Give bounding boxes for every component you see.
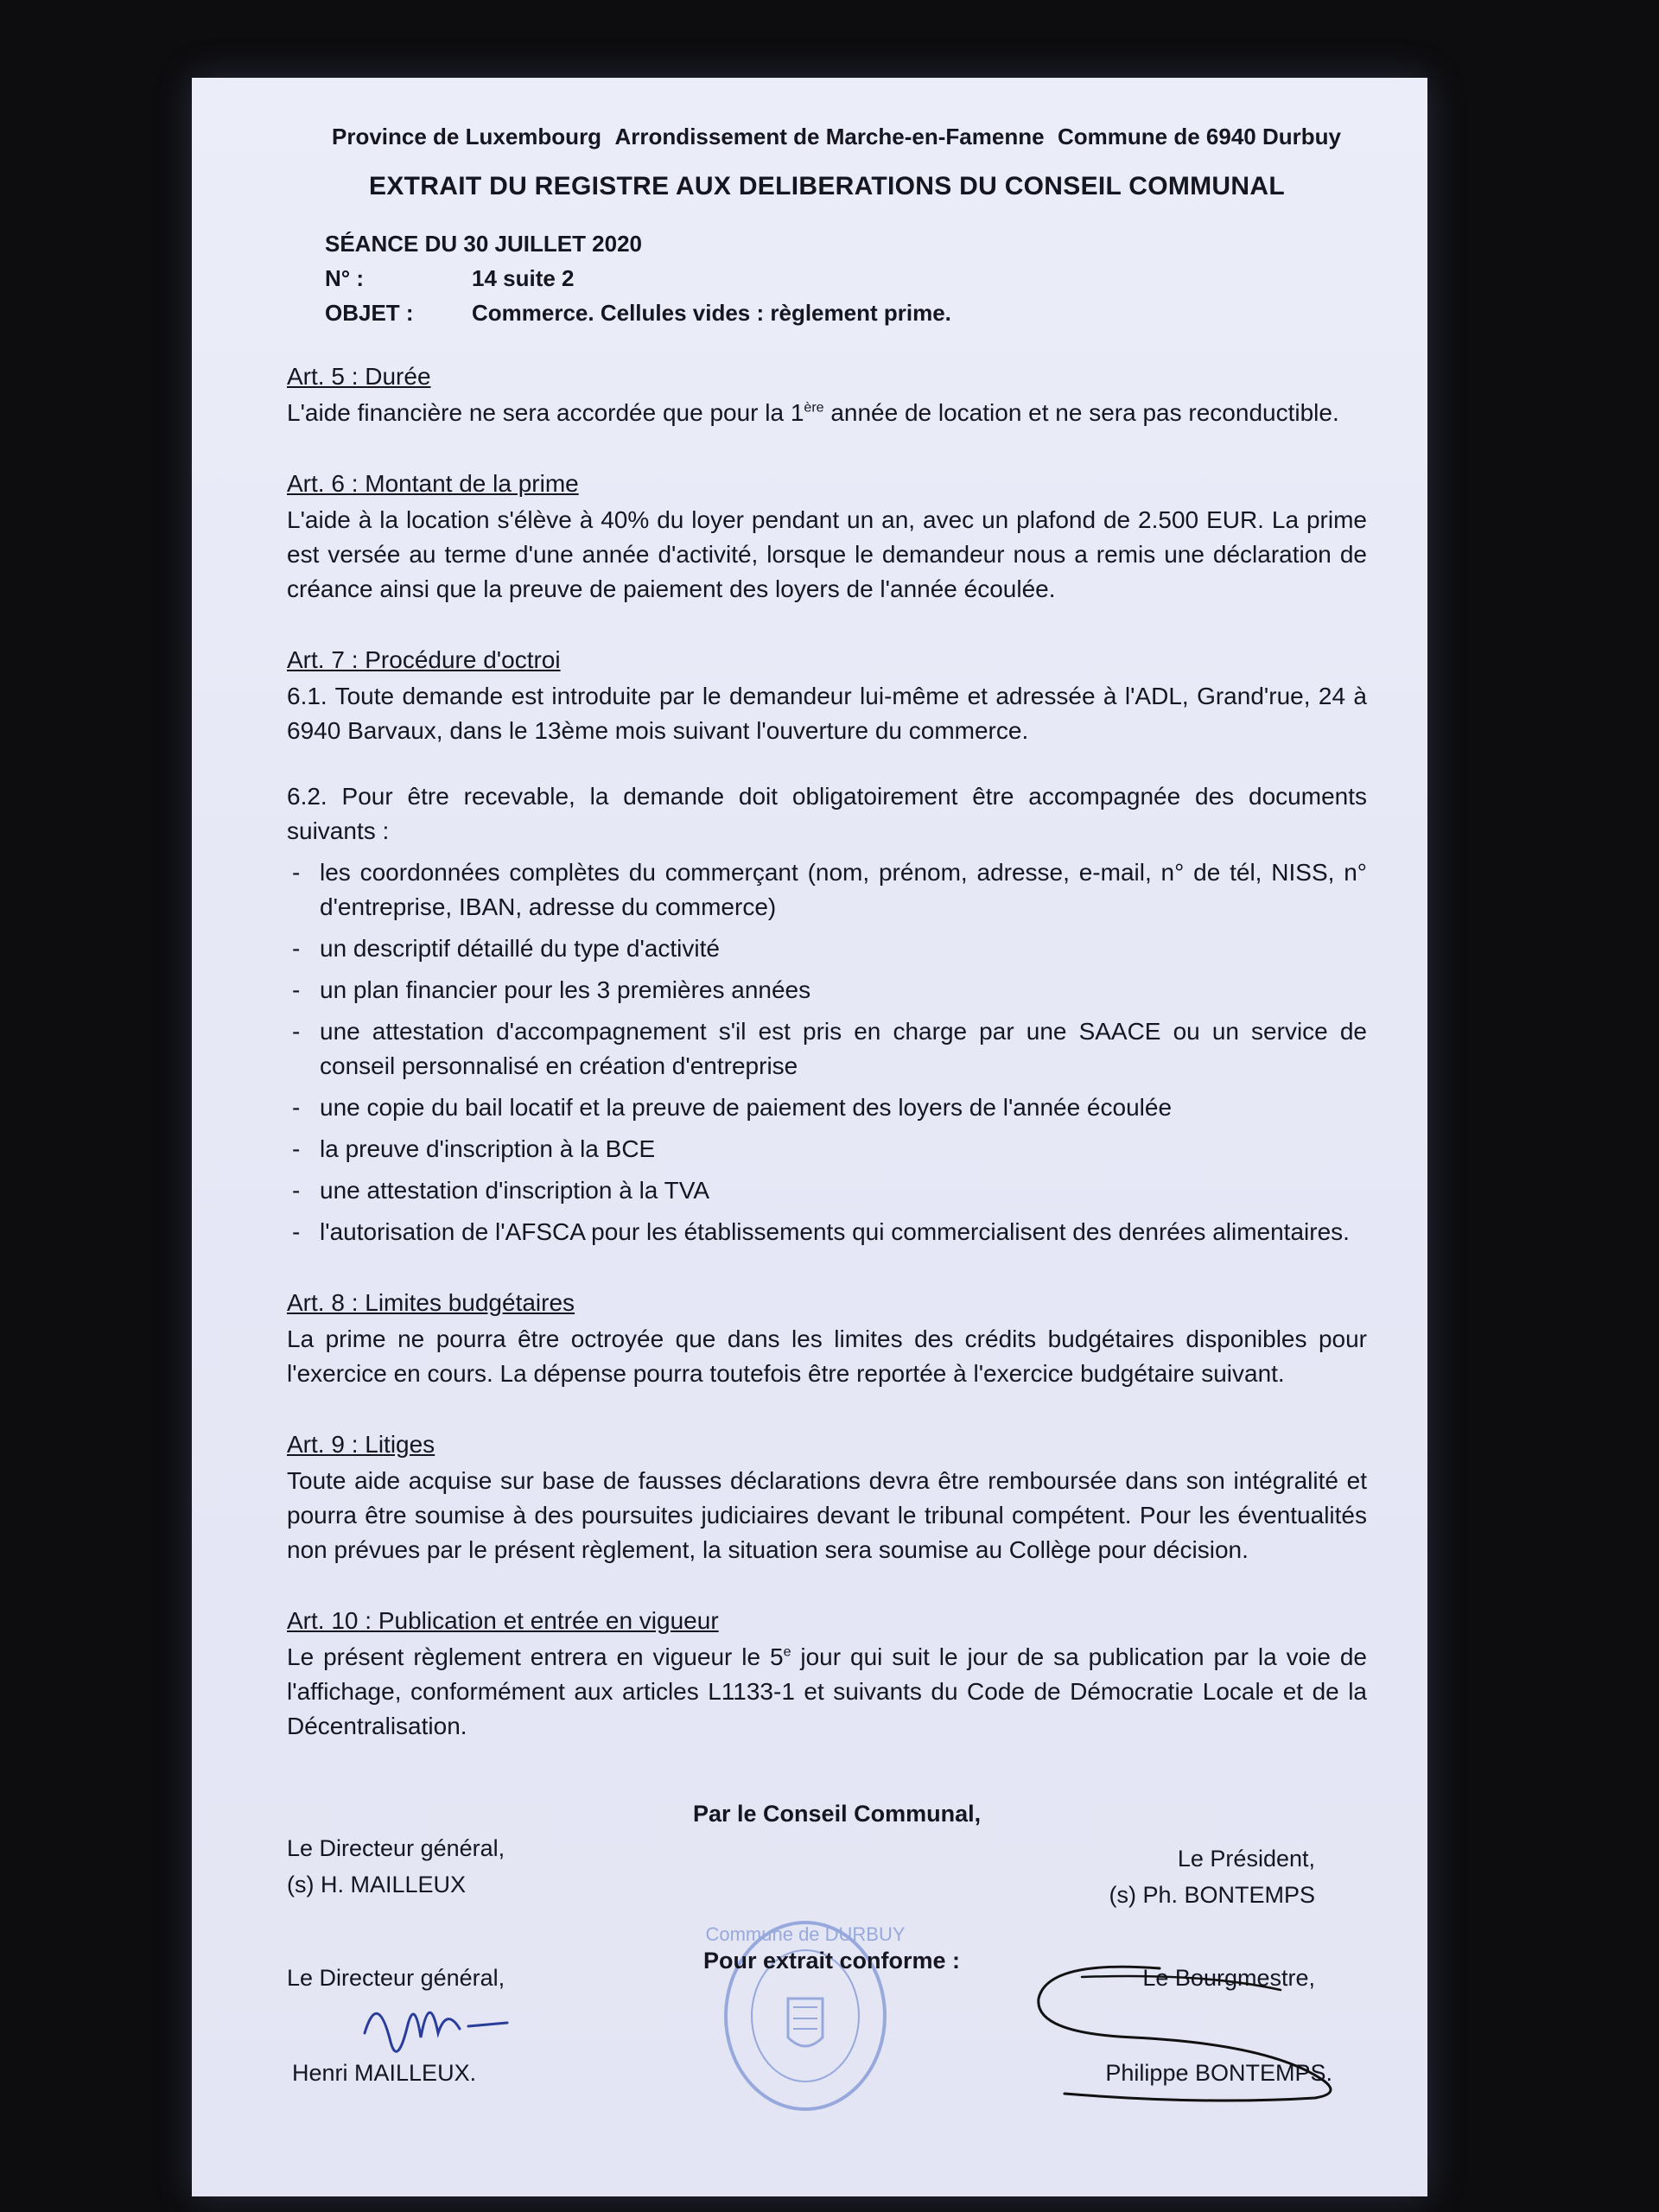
directeur-general-title-1: Le Directeur général, [287, 1835, 505, 1861]
article-8 [287, 1286, 1367, 1391]
article-7 [287, 643, 1367, 1249]
article-5-text-a: L'aide financière ne sera accordée que pour la 1 [287, 399, 804, 426]
list-item: - les coordonnées complètes du commerçant (nom, prénom, adresse, e-mail, n° de tél, NISS, n° d'entreprise, IBAN, adresse du commerce) [287, 855, 1367, 925]
article-10-text-b: jour qui suit le jour de sa publication par la voie de l'affichage, conformément aux articles L1133-1 et suivants du Code de Démocratie Locale et de la Décentralisation. [287, 1643, 1368, 1739]
document-header [287, 119, 1367, 154]
article-10-text [287, 1640, 1367, 1744]
article-8-text: La prime ne pourra être octroyée que dans les limites des crédits budgétaires disponibles pour l'exercice en cours. La dépense pourra toutefois être reportée à l'exercice budgétaire suivant. [287, 1325, 1367, 1387]
article-5-text-b: année de location et ne sera pas reconductible. [823, 399, 1339, 426]
bourgmestre-name: Philippe BONTEMPS. [1105, 2060, 1332, 2086]
objet-label: OBJET : [325, 300, 414, 326]
document-title: EXTRAIT DU REGISTRE AUX DELIBERATIONS DU CONSEIL COMMUNAL [369, 172, 1285, 200]
bourgmestre-title: Le Bourgmestre, [1142, 1965, 1315, 1991]
meta-block [287, 226, 1367, 330]
article-5-text [287, 396, 1367, 430]
article-9-heading: Art. 9 : Litiges [287, 1431, 435, 1458]
list-item: - la preuve d'inscription à la BCE [287, 1132, 1367, 1166]
article-10 [287, 1604, 1367, 1744]
pour-extrait-conforme: Pour extrait conforme : [703, 1948, 961, 1974]
signature-area [287, 1796, 1367, 2086]
directeur-general-name-2: Henri MAILLEUX. [292, 2060, 477, 2086]
article-10-heading: Art. 10 : Publication et entrée en vigueur [287, 1607, 719, 1634]
directeur-general-block-1 [287, 1830, 505, 1903]
handwritten-signature-bontemps-icon [1030, 1951, 1358, 2107]
seance-date: SÉANCE DU 30 JUILLET 2020 [325, 231, 643, 257]
list-item: - l'autorisation de l'AFSCA pour les établissements qui commercialisent des denrées alimentaires. [287, 1215, 1367, 1249]
article-6-heading: Art. 6 : Montant de la prime [287, 470, 579, 497]
meta-number-row [325, 261, 1367, 296]
president-title: Le Président, [1177, 1846, 1315, 1872]
article-9 [287, 1427, 1367, 1567]
article-5 [287, 359, 1367, 430]
article-5-heading: Art. 5 : Durée [287, 363, 431, 390]
list-item: - un plan financier pour les 3 premières années [287, 973, 1367, 1007]
article-10-text-a: Le présent règlement entrera en vigueur le 5 [287, 1643, 784, 1670]
objet-value: Commerce. Cellules vides : règlement prime. [472, 300, 951, 326]
list-item: - une attestation d'inscription à la TVA [287, 1173, 1367, 1208]
header-commune: Commune de 6940 Durbuy [1058, 124, 1341, 149]
meta-objet-row [325, 296, 1367, 330]
list-item: - une copie du bail locatif et la preuve de paiement des loyers de l'année écoulée [287, 1090, 1367, 1125]
president-name: (s) Ph. BONTEMPS [1109, 1882, 1315, 1908]
president-block [1109, 1840, 1315, 1913]
article-7-paragraph-1: 6.1. Toute demande est introduite par le demandeur lui-même et adressée à l'ADL, Grand'rue, 24 à 6940 Barvaux, dans le 13ème mois suivant l'ouverture du commerce. [287, 683, 1367, 744]
article-7-heading: Art. 7 : Procédure d'octroi [287, 646, 561, 673]
article-9-text: Toute aide acquise sur base de fausses déclarations devra être remboursée dans son intégralité et pourra être soumise à des poursuites judiciaires devant le tribunal compétent. Pour les éventualités non prévues par le présent règlement, la situation sera soumise au Collège pour décision. [287, 1467, 1367, 1563]
list-item: - un descriptif détaillé du type d'activité [287, 931, 1367, 966]
required-documents-list [287, 855, 1367, 1249]
header-province: Province de Luxembourg [332, 124, 602, 149]
article-8-heading: Art. 8 : Limites budgétaires [287, 1289, 575, 1316]
par-le-conseil-communal: Par le Conseil Communal, [693, 1801, 982, 1827]
article-5-superscript: ère [804, 400, 824, 416]
number-value: 14 suite 2 [472, 265, 575, 291]
directeur-general-title-2: Le Directeur général, [287, 1965, 505, 1991]
number-label: N° : [325, 265, 365, 291]
stamp-text: Commune de DURBUY [705, 1923, 906, 1945]
directeur-general-name-1: (s) H. MAILLEUX [287, 1872, 467, 1897]
header-arrondissement: Arrondissement de Marche-en-Famenne [614, 124, 1045, 149]
article-6-text: L'aide à la location s'élève à 40% du loyer pendant un an, avec un plafond de 2.500 EUR. La prime est versée au terme d'une année d'activité, lorsque le demandeur nous a remis une déclaration de créance ainsi que la preuve de paiement des loyers de l'année écoulée. [287, 506, 1367, 602]
document-page [287, 104, 1368, 2086]
article-6 [287, 467, 1367, 607]
handwritten-signature-mailleux-icon [356, 1973, 529, 2076]
article-10-superscript: e [783, 1644, 791, 1660]
list-item: - une attestation d'accompagnement s'il est pris en charge par une SAACE ou un service de conseil personnalisé en création d'entreprise [287, 1014, 1367, 1084]
article-7-paragraph-2: 6.2. Pour être recevable, la demande doit obligatoirement être accompagnée des documents suivants : [287, 783, 1367, 844]
document-screen [192, 78, 1427, 2196]
